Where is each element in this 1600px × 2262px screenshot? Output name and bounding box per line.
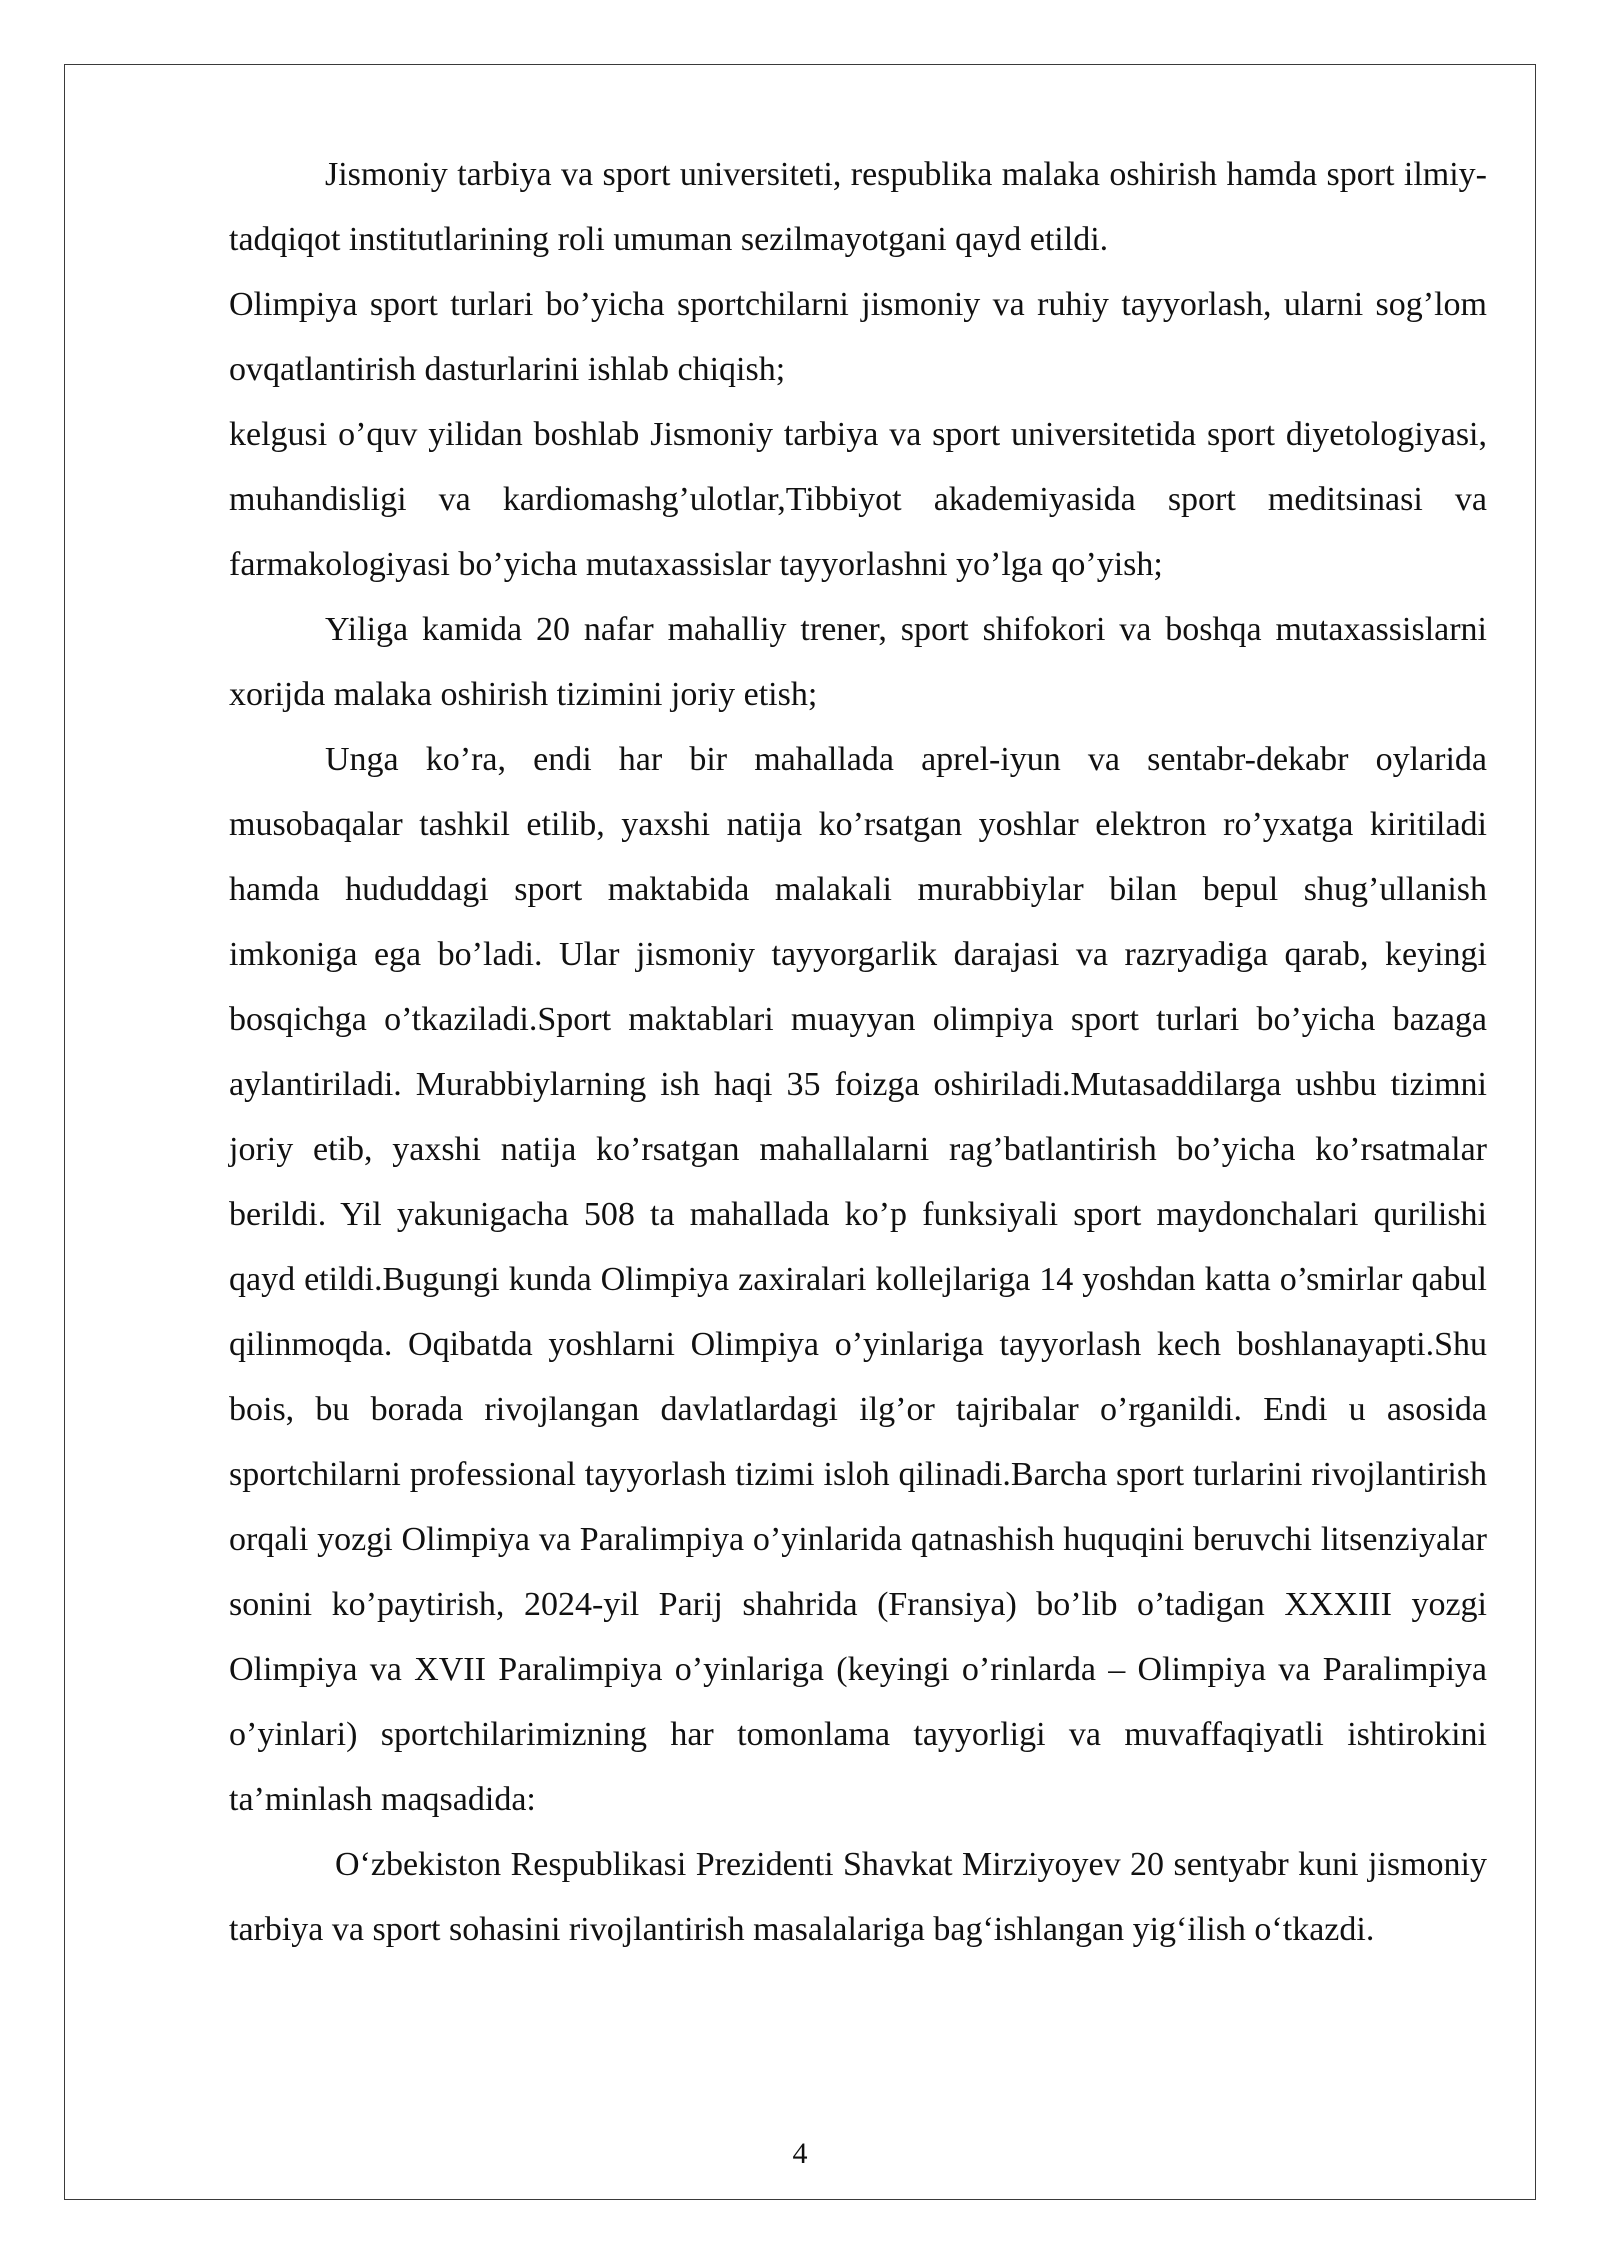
paragraph-universities: Jismoniy tarbiya va sport universiteti, respublika malaka oshirish hamda sport ilmiy-tadqiqot institutlarining roli umuman sezilmayotgani qayd etildi. xyxy=(229,156,1487,258)
page-number: 4 xyxy=(792,2137,808,2170)
paragraph-specialists-training: kelgusi o’quv yilidan boshlab Jismoniy tarbiya va sport universitetida sport diyetologiyasi, muhandisligi va kardiomashg’ulotlar,Tibbiyot akademiyasida sport meditsinasi va farmakologiyasi bo’yicha mutaxassislar tayyorlashni yo’lga qo’yish; xyxy=(229,416,1487,583)
document-body xyxy=(229,142,1487,1962)
paragraph-coaches-abroad: Yiliga kamida 20 nafar mahalliy trener, sport shifokori va boshqa mutaxassislarni xorijda malaka oshirish tizimini joriy etish; xyxy=(229,611,1487,713)
paragraph-president-meeting: O‘zbekiston Respublikasi Prezidenti Shavkat Mirziyoyev 20 sentyabr kuni jismoniy tarbiya va sport sohasini rivojlantirish masalalariga bag‘ishlangan yig‘ilish o‘tkazdi. xyxy=(229,1846,1487,1948)
paragraph-olympic-training: Olimpiya sport turlari bo’yicha sportchilarni jismoniy va ruhiy tayyorlash, ularni sog’lom ovqatlantirish dasturlarini ishlab chiqish; xyxy=(229,286,1487,388)
paragraph-mahalla-competitions: Unga ko’ra, endi har bir mahallada aprel-iyun va sentabr-dekabr oylarida musobaqalar tashkil etilib, yaxshi natija ko’rsatgan yoshlar elektron ro’yxatga kiritiladi hamda hududdagi sport maktabida malakali murabbiylar bilan bepul shug’ullanish imkoniga ega bo’ladi. Ular jismoniy tayyorgarlik darajasi va razryadiga qarab, keyingi bosqichga o’tkaziladi.Sport maktablari muayyan olimpiya sport turlari bo’yicha bazaga aylantiriladi. Murabbiylarning ish haqi 35 foizga oshiriladi.Mutasaddilarga ushbu tizimni joriy etib, yaxshi natija ko’rsatgan mahallalarni rag’batlantirish bo’yicha ko’rsatmalar berildi. Yil yakunigacha 508 ta mahallada ko’p funksiyali sport maydonchalari qurilishi qayd etildi.Bugungi kunda Olimpiya zaxiralari kollejlariga 14 yoshdan katta o’smirlar qabul qilinmoqda. Oqibatda yoshlarni Olimpiya o’yinlariga tayyorlash kech boshlanayapti.Shu bois, bu borada rivojlangan davlatlardagi ilg’or tajribalar o’rganildi. Endi u asosida sportchilarni professional tayyorlash tizimi isloh qilinadi.Barcha sport turlarini rivojlantirish orqali yozgi Olimpiya va Paralimpiya o’yinlarida qatnashish huquqini beruvchi litsenziyalar sonini ko’paytirish, 2024-yil Parij shahrida (Fransiya) bo’lib o’tadigan XXXIII yozgi Olimpiya va XVII Paralimpiya o’yinlariga (keyingi o’rinlarda – Olimpiya va Paralimpiya o’yinlari) sportchilarimizning har tomonlama tayyorligi va muvaffaqiyatli ishtirokini ta’minlash maqsadida: xyxy=(229,741,1487,1818)
